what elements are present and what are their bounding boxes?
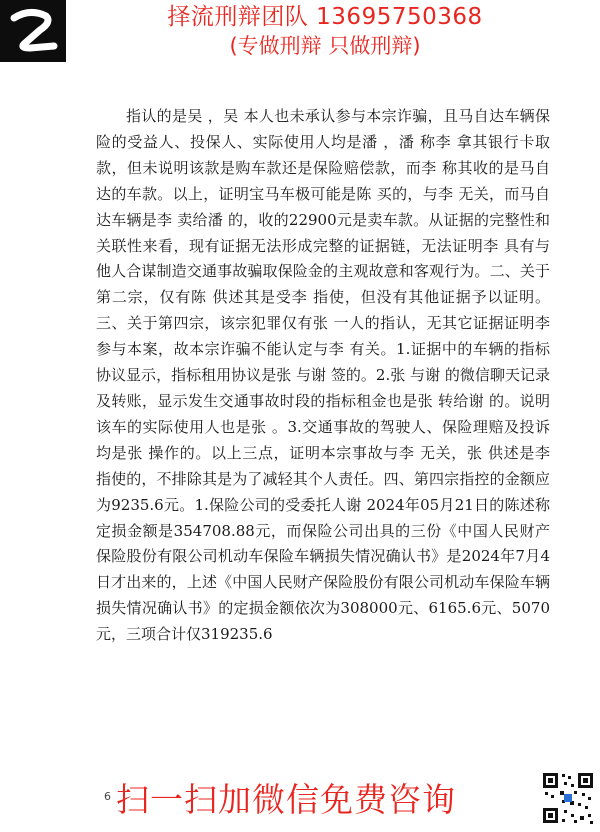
header-title: 择流刑辩团队 13695750368 — [167, 4, 483, 30]
logo — [0, 0, 66, 62]
header-subtitle: (专做刑辩 只做刑辩) — [229, 34, 421, 58]
page-number: 6 — [104, 790, 111, 803]
wechat-consult-cta: 扫一扫加微信免费咨询 — [116, 780, 456, 819]
body-paragraph: 指认的是吴 ，吴 本人也未承认参与本宗诈骗，且马自达车辆保险的受益人、投保人、实际使用人均是潘 ，潘 称李 拿其银行卡取款，但未说明该款是购车款还是保险赔偿款，而李 称其收的是马自达的车款。以上，证明宝马车极可能是陈 买的，与李 无关，而马自达车辆是李 卖给潘 的，收的22900元是卖车款。从证据的完整性和关联性来看，现有证据无法形成完整的证据链，无法证明李 具有与他人合谋制造交通事故骗取保险金的主观故意和客观行为。二、关于第二宗，仅有陈 供述其是受李 指使，但没有其他证据予以证明。三、关于第四宗，该宗犯罪仅有张 一人的指认，无其它证据证明李 参与本案，故本宗诈骗不能认定与李 有关。1.证据中的车辆的指标协议显示，指标租用协议是张 与谢 签的。2.张 与谢 的微信聊天记录及转账，显示发生交通事故时段的指标租金也是张 转给谢 的。说明该车的实际使用人也是张 。3.交通事故的驾驶人、保险理赔及投诉均是张 操作的。以上三点，证明本宗事故与李 无关，张 供述是李 指使的，不排除其是为了减轻其个人责任。四、第四宗指控的金额应为9235.6元。1.保险公司的受委托人谢 2024年05月21日的陈述称定损金额是354708.88元，而保险公司出具的三份《中国人民财产保险股份有限公司机动车保险车辆损失情况确认书》是2024年7月4日才出来的，上述《中国人民财产保险股份有限公司机动车保险车辆损失情况确认书》的定损金额依次为308000元、6165.6元、5070元，三项合计仅319235.6 — [96, 107, 550, 644]
header-banner — [70, 2, 580, 60]
stylized-z-logo-icon — [0, 0, 66, 62]
qr-code[interactable] — [540, 770, 596, 826]
qr-code-icon — [540, 770, 596, 826]
document-body — [96, 104, 550, 648]
